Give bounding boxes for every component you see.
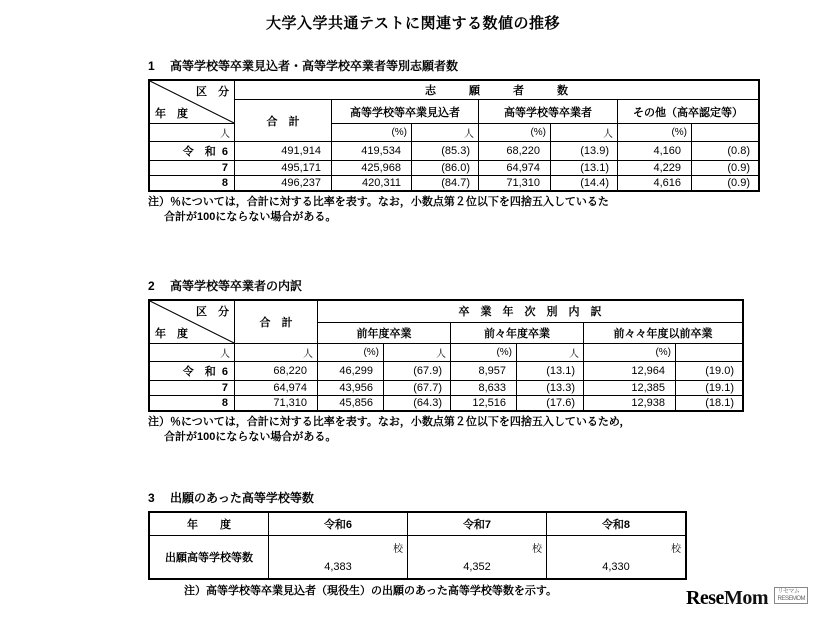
cell-other-2: 4,229	[618, 161, 692, 176]
section-1-heading	[148, 57, 760, 74]
cell-prev3-3: 12,938	[584, 396, 676, 412]
section-2-note	[148, 415, 744, 445]
table-row-header-columns	[149, 100, 759, 124]
section-3-number: 3	[148, 491, 155, 505]
year-label-2-2: 7	[221, 382, 228, 394]
corner-label-kubun: 区 分	[196, 86, 229, 98]
unit-school-2: 校	[408, 536, 547, 558]
cell-prev2-2: 8,633	[451, 381, 517, 396]
unit-other-pct: (%)	[618, 124, 692, 142]
unit-prev-pct: (%)	[318, 344, 384, 362]
cell-other-1: 4,160	[618, 142, 692, 161]
corner-header-cell-2	[149, 300, 235, 344]
col-header-prev2: 前々年度卒業	[451, 322, 584, 343]
cell-graduating-pct-2: (86.0)	[412, 161, 479, 176]
cell-prev3-1: 12,964	[584, 362, 676, 381]
unit-graduated-person: 人	[412, 124, 479, 142]
row-label-year-2-2	[149, 381, 235, 396]
col-header-reiwa7: 令和7	[408, 512, 547, 536]
cell-school-count-3: 4,330	[547, 557, 687, 579]
cell-prev-pct-1: (67.9)	[384, 362, 451, 381]
watermark-badge-line2: RESEMOM	[777, 595, 805, 602]
watermark-brand-2: Mom	[723, 587, 768, 609]
section-1-number: 1	[148, 59, 155, 73]
cell-prev-pct-2: (67.7)	[384, 381, 451, 396]
section-2	[148, 277, 744, 445]
col-header-graduated: 高等学校等卒業者	[479, 100, 618, 124]
cell-prev-3: 45,856	[318, 396, 384, 412]
section-3	[148, 489, 687, 599]
section-3-heading	[148, 489, 687, 506]
table-row	[149, 176, 759, 192]
cell-graduating-pct-1: (85.3)	[412, 142, 479, 161]
table-school-counts	[148, 511, 687, 580]
section-2-heading	[148, 277, 744, 294]
row-label-year-3-2	[149, 396, 235, 412]
table-row-header-group	[149, 80, 759, 100]
section-2-number: 2	[148, 279, 155, 293]
table-row	[149, 362, 743, 381]
watermark-brand-1: Rese	[685, 587, 724, 609]
col-header-prev: 前年度卒業	[318, 322, 451, 343]
section-1	[148, 57, 760, 225]
col-header-graduating: 高等学校等卒業見込者	[332, 100, 479, 124]
section-1-note	[148, 195, 760, 225]
col-header-total-2: 合 計	[235, 300, 318, 344]
era-label-1: 令 和	[182, 146, 216, 158]
cell-graduated-3: 71,310	[479, 176, 551, 192]
cell-other-pct-2: (0.9)	[692, 161, 760, 176]
cell-graduating-2: 425,968	[332, 161, 412, 176]
cell-prev2-pct-3: (17.6)	[517, 396, 584, 412]
col-header-nendo-3: 年 度	[149, 512, 269, 536]
watermark-badge-line1: リセマム	[777, 589, 800, 595]
section-1-note-line1: 注）％については，合計に対する比率を表す。なお，小数点第２位以下を四捨五入しているた	[148, 196, 609, 208]
cell-total-2-2: 64,974	[235, 381, 318, 396]
cell-prev2-pct-2: (13.3)	[517, 381, 584, 396]
cell-school-count-1: 4,383	[269, 557, 408, 579]
section-3-note	[148, 584, 687, 599]
cell-graduated-1: 68,220	[479, 142, 551, 161]
table-row-header	[149, 512, 686, 536]
year-label-2: 7	[221, 162, 228, 174]
unit-prev3-person: 人	[517, 344, 584, 362]
col-header-reiwa6: 令和6	[269, 512, 408, 536]
col-header-reiwa8: 令和8	[547, 512, 687, 536]
cell-graduating-1: 419,534	[332, 142, 412, 161]
table-row	[149, 161, 759, 176]
cell-graduating-3: 420,311	[332, 176, 412, 192]
unit-graduating-person: 人	[149, 124, 235, 142]
cell-total-2: 495,171	[235, 161, 332, 176]
cell-graduated-2: 64,974	[479, 161, 551, 176]
cell-other-3: 4,616	[618, 176, 692, 192]
unit-prev2-person: 人	[384, 344, 451, 362]
cell-prev3-pct-1: (19.0)	[676, 362, 744, 381]
cell-graduated-pct-1: (13.9)	[551, 142, 618, 161]
table-graduate-breakdown	[148, 299, 744, 412]
table-row	[149, 142, 759, 161]
section-3-title: 出願のあった高等学校等数	[170, 491, 314, 505]
row-label-school-count: 出願高等学校等数	[149, 536, 269, 580]
unit-prev3-pct: (%)	[584, 344, 676, 362]
table-row-header-group	[149, 300, 743, 322]
unit-prev2-pct: (%)	[451, 344, 517, 362]
unit-graduated-pct: (%)	[479, 124, 551, 142]
cell-other-pct-3: (0.9)	[692, 176, 760, 192]
section-1-title: 高等学校等卒業見込者・高等学校卒業者等別志願者数	[170, 59, 459, 73]
corner-label-nendo-2: 年 度	[155, 328, 188, 340]
section-1-note-line2: 合計が100にならない場合がある。	[164, 210, 337, 223]
cell-other-pct-1: (0.8)	[692, 142, 760, 161]
year-label-3: 8	[221, 177, 228, 189]
table-row-units	[149, 344, 743, 362]
col-header-other: その他（高卒認定等）	[618, 100, 760, 124]
section-2-title: 高等学校等卒業者の内訳	[170, 279, 303, 293]
row-label-year-1-2	[149, 362, 235, 381]
table-row	[149, 381, 743, 396]
table-row	[149, 536, 686, 558]
watermark-badge	[774, 587, 808, 604]
cell-total-3-2: 71,310	[235, 396, 318, 412]
cell-graduating-pct-3: (84.7)	[412, 176, 479, 192]
col-header-prev3: 前々々年度以前卒業	[584, 322, 744, 343]
year-label-1-2: 6	[221, 366, 228, 378]
cell-prev3-pct-2: (19.1)	[676, 381, 744, 396]
unit-graduating-pct: (%)	[332, 124, 412, 142]
cell-prev-2: 43,956	[318, 381, 384, 396]
col-header-total: 合 計	[235, 100, 332, 142]
unit-prev-person: 人	[235, 344, 318, 362]
cell-school-count-2: 4,352	[408, 557, 547, 579]
page-title: 大学入学共通テストに関連する数値の推移	[266, 15, 560, 32]
corner-header-cell	[149, 80, 235, 124]
cell-total-3: 496,237	[235, 176, 332, 192]
cell-prev3-pct-3: (18.1)	[676, 396, 744, 412]
cell-total-1-2: 68,220	[235, 362, 318, 381]
row-label-year-1	[149, 142, 235, 161]
cell-graduated-pct-3: (14.4)	[551, 176, 618, 192]
corner-label-nendo: 年 度	[155, 108, 188, 120]
table-applicants	[148, 79, 760, 192]
group-header-applicants: 志 願 者 数	[235, 80, 760, 100]
group-header-breakdown: 卒 業 年 次 別 内 訳	[318, 300, 744, 322]
cell-prev2-1: 8,957	[451, 362, 517, 381]
corner-label-kubun-2: 区 分	[196, 306, 229, 318]
section-2-note-line2: 合計が100にならない場合がある。	[164, 430, 337, 443]
year-label-3-2: 8	[221, 397, 228, 409]
cell-total-1: 491,914	[235, 142, 332, 161]
resemom-watermark	[686, 587, 808, 610]
unit-school-3: 校	[547, 536, 687, 558]
unit-total-person-2: 人	[149, 344, 235, 362]
cell-prev2-pct-1: (13.1)	[517, 362, 584, 381]
section-2-note-line1: 注）％については，合計に対する比率を表す。なお，小数点第２位以下を四捨五入しているため，	[148, 416, 631, 428]
unit-school-1: 校	[269, 536, 408, 558]
era-label-1-2: 令 和	[182, 366, 216, 378]
cell-prev-pct-3: (64.3)	[384, 396, 451, 412]
unit-other-person: 人	[551, 124, 618, 142]
year-label-1: 6	[221, 146, 228, 158]
row-label-year-2	[149, 161, 235, 176]
cell-prev-1: 46,299	[318, 362, 384, 381]
section-3-note-line1: 注）高等学校等卒業見込者（現役生）の出願のあった高等学校等数を示す。	[184, 585, 558, 597]
cell-prev2-3: 12,516	[451, 396, 517, 412]
cell-prev3-2: 12,385	[584, 381, 676, 396]
row-label-year-3	[149, 176, 235, 192]
table-row	[149, 396, 743, 412]
cell-graduated-pct-2: (13.1)	[551, 161, 618, 176]
